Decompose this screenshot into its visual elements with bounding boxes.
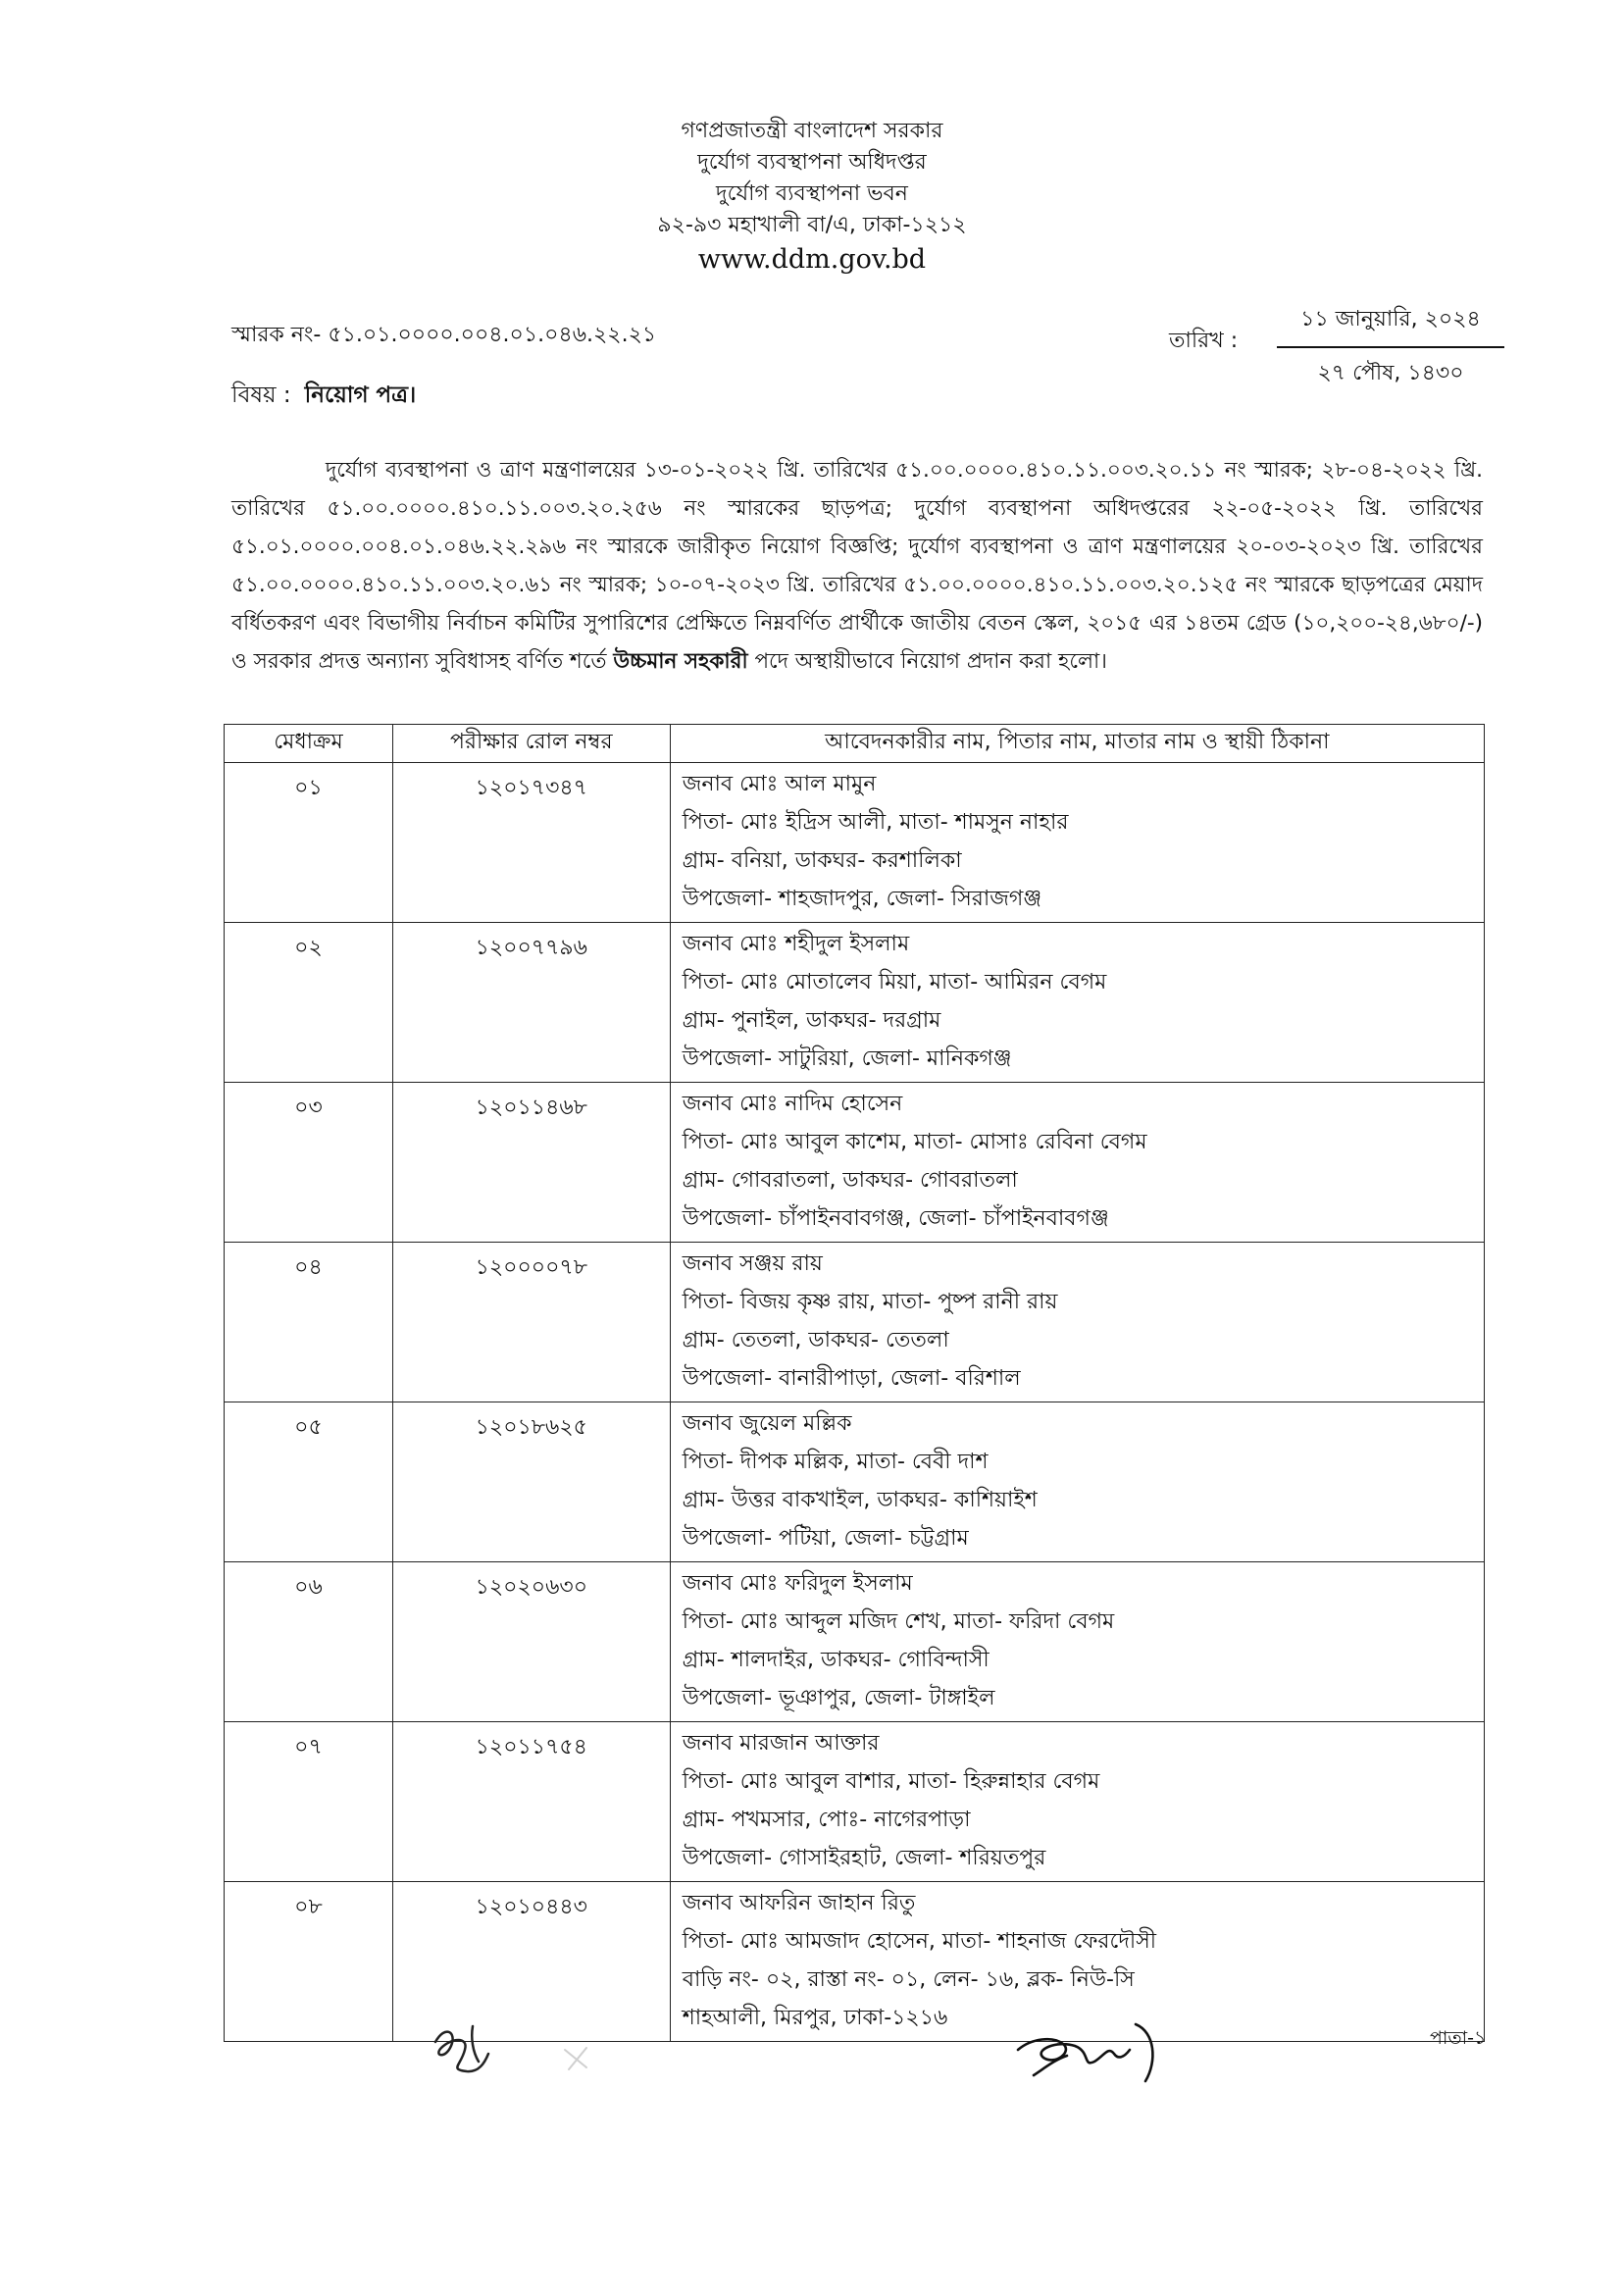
table-row [225, 1562, 1485, 1722]
applicant-parents: পিতা- দীপক মল্লিক, মাতা- বেবী দাশ [682, 1450, 989, 1474]
header-line-address: ৯২-৯৩ মহাখালী বা/এ, ঢাকা-১২১২ [657, 213, 967, 237]
table-row [225, 1083, 1485, 1243]
authority-signature [998, 2011, 1165, 2099]
applicant-address: বাড়ি নং- ০২, রাস্তা নং- ০১, লেন- ১৬, ব্লক- নিউ-সি [682, 1967, 1135, 1992]
applicant-name: জনাব মোঃ ফরিদুল ইসলাম [682, 1571, 913, 1596]
header-website: www.ddm.gov.bd [697, 244, 927, 275]
applicant-district: উপজেলা- শাহজাদপুর, জেলা- সিরাজগঞ্জ [682, 887, 1042, 911]
merit-serial: ০১ [225, 763, 393, 923]
applicant-district: উপজেলা- বানারীপাড়া, জেলা- বরিশাল [682, 1366, 1021, 1391]
faint-initial-mark [557, 2038, 606, 2077]
merit-serial: ০৪ [225, 1243, 393, 1402]
office-header [0, 116, 1624, 279]
subject-label: বিষয় : [231, 382, 291, 408]
roll-number: ১২০২০৬৩০ [392, 1562, 670, 1722]
applicant-area: শাহআলী, মিরপুর, ঢাকা-১২১৬ [682, 2006, 948, 2030]
applicant-name: জনাব মারজান আক্তার [682, 1731, 880, 1756]
body-text-before: দুর্যোগ ব্যবস্থাপনা ও ত্রাণ মন্ত্রণালয়ের ১৩-০১-২০২২ খ্রি. তারিখের ৫১.০০.০০০০.৪১০.১১.০০৩.২০.১১ নং স্মারক; ২৮-০৪-২০২২ খ্রি. তারিখের ৫১.০০.০০০০.৪১০.১১.০০৩.২০.২৫৬ নং স্মারকের ছাড়পত্র; দুর্যোগ ব্যবস্থাপনা অধিদপ্তরের ২২-০৫-২০২২ খ্রি. তারিখের ৫১.০১.০০০০.০০৪.০১.০৪৬.২২.২৯৬ নং স্মারকে জারীকৃত নিয়োগ বিজ্ঞপ্তি; দুর্যোগ ব্যবস্থাপনা ও ত্রাণ মন্ত্রণালয়ের ২০-০৩-২০২৩ খ্রি. তারিখের ৫১.০০.০০০০.৪১০.১১.০০৩.২০.৬১ নং স্মারক; ১০-০৭-২০২৩ খ্রি. তারিখের ৫১.০০.০০০০.৪১০.১১.০০৩.২০.১২৫ নং স্মারকে ছাড়পত্রের মেয়াদ বর্ধিতকরণ এবং বিভাগীয় নির্বাচন কমিটির সুপারিশের প্রেক্ষিতে নিম্নবর্ণিত প্রার্থীকে জাতীয় বেতন স্কেল, ২০১৫ এর ১৪তম গ্রেড (১০,২০০-২৪,৬৮০/-) ও সরকার প্রদত্ত অন্যান্য সুবিধাসহ বর্ণিত শর্তে [231, 458, 1483, 674]
applicant-village: গ্রাম- পখমসার, পোঃ- নাগেরপাড়া [682, 1808, 971, 1832]
applicant-details [670, 1402, 1484, 1562]
table-row [225, 1402, 1485, 1562]
merit-serial: ০৩ [225, 1083, 393, 1243]
header-merit-serial: মেধাক্রম [225, 725, 393, 763]
applicant-district: উপজেলা- সাটুরিয়া, জেলা- মানিকগঞ্জ [682, 1046, 1012, 1071]
applicant-name: জনাব মোঃ শহীদুল ইসলাম [682, 932, 910, 956]
applicant-parents: পিতা- মোঃ আবুল বাশার, মাতা- হিরুন্নাহার বেগম [682, 1769, 1100, 1794]
applicant-details [670, 1243, 1484, 1402]
applicant-name: জনাব জুয়েল মল্লিক [682, 1411, 852, 1436]
header-line-department: দুর্যোগ ব্যবস্থাপনা অধিদপ্তর [697, 150, 927, 175]
applicant-name: জনাব আফরিন জাহান রিতু [682, 1891, 916, 1915]
applicant-district: উপজেলা- পটিয়া, জেলা- চট্টগ্রাম [682, 1526, 969, 1551]
applicant-details [670, 923, 1484, 1083]
applicant-name: জনাব মোঃ আল মামুন [682, 772, 877, 796]
roll-number: ১২০১০৪৪৩ [392, 1882, 670, 2042]
table-row [225, 1882, 1485, 2042]
table-row [225, 1243, 1485, 1402]
applicant-village: গ্রাম- বনিয়া, ডাকঘর- করশালিকা [682, 848, 962, 873]
memo-reference: স্মারক নং- ৫১.০১.০০০০.০০৪.০১.০৪৬.২২.২১ [231, 323, 657, 347]
applicant-district: উপজেলা- ভূঞাপুর, জেলা- টাঙ্গাইল [682, 1686, 995, 1710]
table-row [225, 923, 1485, 1083]
body-paragraph [231, 451, 1483, 681]
applicant-parents: পিতা- মোঃ আবুল কাশেম, মাতা- মোসাঃ রেবিনা বেগম [682, 1130, 1147, 1154]
page-number: পাতা-১ [1430, 2027, 1487, 2049]
merit-serial: ০২ [225, 923, 393, 1083]
roll-number: ১২০০০০৭৮ [392, 1243, 670, 1402]
applicant-parents: পিতা- মোঃ আব্দুল মজিদ শেখ, মাতা- ফরিদা বেগম [682, 1609, 1115, 1634]
merit-serial: ০৬ [225, 1562, 393, 1722]
merit-serial: ০৮ [225, 1882, 393, 2042]
header-line-government: গণপ্রজাতন্ত্রী বাংলাদেশ সরকার [681, 119, 943, 143]
post-name: উচ্চমান সহকারী [613, 649, 748, 674]
applicant-village: গ্রাম- উত্তর বাকখাইল, ডাকঘর- কাশিয়াইশ [682, 1488, 1038, 1512]
date-bengali: ২৭ পৌষ, ১৪৩০ [1317, 361, 1464, 385]
header-applicant-details: আবেদনকারীর নাম, পিতার নাম, মাতার নাম ও স্থায়ী ঠিকানা [670, 725, 1484, 763]
roll-number: ১২০১১৪৬৮ [392, 1083, 670, 1243]
body-text-after: পদে অস্থায়ীভাবে নিয়োগ প্রদান করা হলো। [747, 649, 1107, 674]
applicant-details [670, 1722, 1484, 1882]
applicant-village: গ্রাম- শালদাইর, ডাকঘর- গোবিন্দাসী [682, 1648, 990, 1672]
subject-line [231, 377, 416, 415]
applicant-name: জনাব সঞ্জয় রায় [682, 1251, 823, 1276]
applicant-details [670, 763, 1484, 923]
applicant-district: উপজেলা- চাঁপাইনবাবগঞ্জ, জেলা- চাঁপাইনবাবগঞ্জ [682, 1206, 1109, 1231]
appointee-table [224, 724, 1485, 2042]
applicant-name: জনাব মোঃ নাদিম হোসেন [682, 1092, 903, 1116]
applicant-village: গ্রাম- তেতলা, ডাকঘর- তেতলা [682, 1328, 949, 1352]
roll-number: ১২০০৭৭৯৬ [392, 923, 670, 1083]
applicant-parents: পিতা- মোঃ মোতালেব মিয়া, মাতা- আমিরন বেগম [682, 970, 1107, 994]
applicant-parents: পিতা- বিজয় কৃষ্ণ রায়, মাতা- পুষ্প রানী রায় [682, 1290, 1058, 1314]
roll-number: ১২০১৮৬২৫ [392, 1402, 670, 1562]
table-header-row [225, 725, 1485, 763]
date-values [1277, 302, 1504, 392]
roll-number: ১২০১৭৩৪৭ [392, 763, 670, 923]
merit-serial: ০৭ [225, 1722, 393, 1882]
header-line-building: দুর্যোগ ব্যবস্থাপনা ভবন [716, 181, 908, 206]
date-gregorian: ১১ জানুয়ারি, ২০২৪ [1277, 302, 1504, 348]
table-row [225, 763, 1485, 923]
applicant-details [670, 1083, 1484, 1243]
applicant-parents: পিতা- মোঃ আমজাদ হোসেন, মাতা- শাহনাজ ফেরদৌসী [682, 1929, 1157, 1954]
header-roll-number: পরীক্ষার রোল নম্বর [392, 725, 670, 763]
applicant-parents: পিতা- মোঃ ইদ্রিস আলী, মাতা- শামসুন নাহার [682, 810, 1069, 835]
initial-signature-left [422, 2013, 510, 2081]
merit-serial: ০৫ [225, 1402, 393, 1562]
subject-value: নিয়োগ পত্র। [304, 382, 417, 408]
table-row [225, 1722, 1485, 1882]
applicant-village: গ্রাম- পুনাইল, ডাকঘর- দরগ্রাম [682, 1008, 941, 1033]
applicant-details [670, 1562, 1484, 1722]
applicant-district: উপজেলা- গোসাইরহাট, জেলা- শরিয়তপুর [682, 1846, 1046, 1870]
applicant-village: গ্রাম- গোবরাতলা, ডাকঘর- গোবরাতলা [682, 1168, 1018, 1193]
date-label: তারিখ : [1169, 329, 1239, 353]
roll-number: ১২০১১৭৫৪ [392, 1722, 670, 1882]
